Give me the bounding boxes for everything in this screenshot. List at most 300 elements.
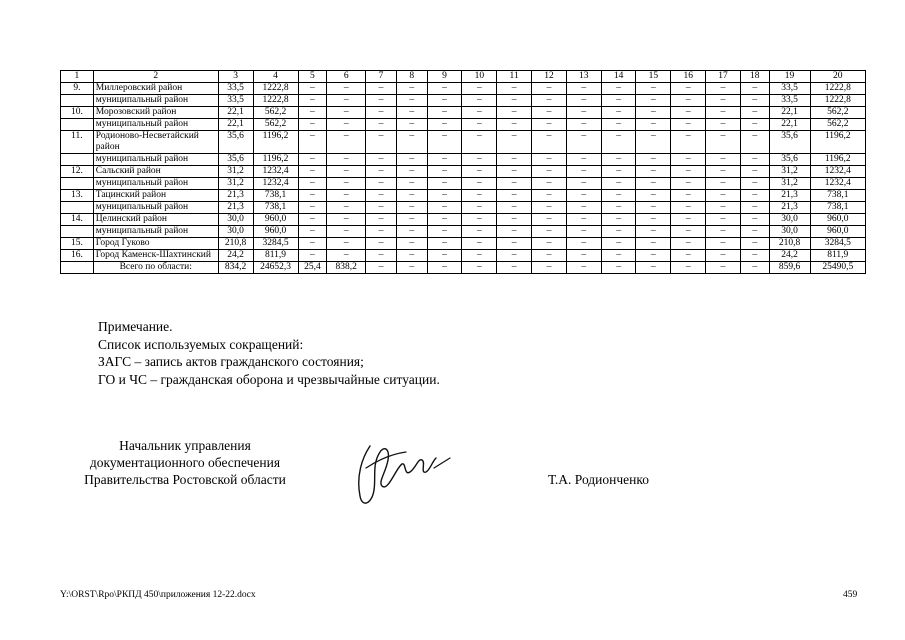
value-cell: –	[601, 83, 636, 95]
value-cell: –	[636, 226, 671, 238]
value-cell: –	[497, 154, 532, 166]
row-number-cell: 15.	[61, 238, 94, 250]
value-cell: 738,1	[253, 202, 298, 214]
value-cell: –	[706, 238, 741, 250]
value-cell: –	[298, 202, 327, 214]
value-cell: 25,4	[298, 262, 327, 274]
value-cell: –	[740, 250, 769, 262]
value-cell: 3284,5	[253, 238, 298, 250]
value-cell: 24652,3	[253, 262, 298, 274]
column-header: 10	[462, 71, 497, 83]
column-header: 11	[497, 71, 532, 83]
value-cell: 22,1	[218, 119, 253, 131]
value-cell: 31,2	[218, 166, 253, 178]
value-cell: –	[740, 95, 769, 107]
row-number-cell	[61, 154, 94, 166]
value-cell: –	[566, 119, 601, 131]
column-header: 9	[427, 71, 462, 83]
column-header: 13	[566, 71, 601, 83]
value-cell: 31,2	[769, 166, 810, 178]
value-cell: 1196,2	[810, 154, 865, 166]
value-cell: –	[740, 226, 769, 238]
value-cell: –	[427, 95, 462, 107]
value-cell: –	[532, 190, 567, 202]
table-row	[61, 131, 866, 154]
table-row	[61, 154, 866, 166]
value-cell: –	[601, 226, 636, 238]
value-cell: –	[366, 190, 397, 202]
value-cell: –	[497, 262, 532, 274]
value-cell: –	[462, 238, 497, 250]
value-cell: –	[497, 83, 532, 95]
value-cell: –	[396, 166, 427, 178]
value-cell: –	[462, 262, 497, 274]
value-cell: –	[298, 238, 327, 250]
value-cell: –	[497, 190, 532, 202]
value-cell: 30,0	[218, 226, 253, 238]
value-cell: –	[706, 166, 741, 178]
value-cell: 33,5	[218, 83, 253, 95]
value-cell: –	[532, 119, 567, 131]
table-row	[61, 226, 866, 238]
value-cell: –	[636, 238, 671, 250]
value-cell: –	[636, 131, 671, 154]
value-cell: –	[671, 154, 706, 166]
value-cell: –	[427, 154, 462, 166]
value-cell: –	[671, 226, 706, 238]
table-row	[61, 202, 866, 214]
row-number-cell: 16.	[61, 250, 94, 262]
table-row	[61, 250, 866, 262]
value-cell: –	[740, 107, 769, 119]
value-cell: 1222,8	[253, 95, 298, 107]
value-cell: –	[532, 178, 567, 190]
value-cell: –	[532, 131, 567, 154]
value-cell: 1222,8	[810, 95, 865, 107]
column-header: 1	[61, 71, 94, 83]
value-cell: –	[740, 166, 769, 178]
value-cell: –	[396, 119, 427, 131]
value-cell: –	[497, 202, 532, 214]
value-cell: –	[566, 202, 601, 214]
column-header: 19	[769, 71, 810, 83]
value-cell: –	[366, 226, 397, 238]
value-cell: –	[462, 83, 497, 95]
value-cell: 562,2	[810, 107, 865, 119]
value-cell: –	[366, 154, 397, 166]
value-cell: –	[298, 226, 327, 238]
value-cell: –	[497, 226, 532, 238]
value-cell: –	[427, 250, 462, 262]
value-cell: –	[566, 190, 601, 202]
value-cell: 21,3	[769, 190, 810, 202]
value-cell: –	[671, 166, 706, 178]
value-cell: –	[396, 202, 427, 214]
value-cell: –	[636, 166, 671, 178]
value-cell: –	[396, 238, 427, 250]
value-cell: –	[566, 226, 601, 238]
value-cell: 31,2	[218, 178, 253, 190]
value-cell: –	[601, 238, 636, 250]
value-cell: –	[740, 238, 769, 250]
row-name-cell: муниципальный район	[93, 178, 218, 190]
value-cell: –	[298, 83, 327, 95]
value-cell: –	[601, 107, 636, 119]
value-cell: –	[327, 214, 366, 226]
value-cell: 834,2	[218, 262, 253, 274]
value-cell: 35,6	[218, 154, 253, 166]
value-cell: –	[636, 202, 671, 214]
value-cell: 33,5	[218, 95, 253, 107]
signatory-title-line-1: Начальник управления	[119, 438, 251, 453]
value-cell: –	[497, 214, 532, 226]
value-cell: –	[532, 83, 567, 95]
value-cell: –	[462, 119, 497, 131]
value-cell: –	[366, 238, 397, 250]
value-cell: 1232,4	[810, 166, 865, 178]
value-cell: –	[566, 250, 601, 262]
row-number-cell	[61, 95, 94, 107]
value-cell: –	[706, 107, 741, 119]
signatory-name: Т.А. Родионченко	[548, 472, 649, 487]
value-cell: –	[462, 202, 497, 214]
value-cell: –	[636, 250, 671, 262]
row-name-cell: Тацинский район	[93, 190, 218, 202]
value-cell: –	[462, 131, 497, 154]
row-name-cell: Город Гуково	[93, 238, 218, 250]
table-row	[61, 95, 866, 107]
value-cell: –	[532, 250, 567, 262]
value-cell: –	[671, 83, 706, 95]
value-cell: –	[566, 262, 601, 274]
table-row	[61, 178, 866, 190]
data-table	[60, 70, 866, 274]
value-cell: –	[636, 214, 671, 226]
value-cell: –	[601, 119, 636, 131]
value-cell: –	[706, 250, 741, 262]
value-cell: –	[462, 166, 497, 178]
value-cell: –	[740, 262, 769, 274]
value-cell: 24,2	[218, 250, 253, 262]
column-header: 6	[327, 71, 366, 83]
value-cell: –	[601, 202, 636, 214]
value-cell: –	[396, 131, 427, 154]
value-cell: –	[462, 214, 497, 226]
value-cell: –	[671, 190, 706, 202]
value-cell: –	[532, 166, 567, 178]
value-cell: –	[740, 154, 769, 166]
value-cell: –	[636, 190, 671, 202]
value-cell: –	[462, 226, 497, 238]
value-cell: –	[396, 83, 427, 95]
value-cell: –	[298, 131, 327, 154]
value-cell: –	[566, 214, 601, 226]
value-cell: 33,5	[769, 83, 810, 95]
signatory-title-line-2: документационного обеспечения	[89, 455, 281, 470]
value-cell: –	[327, 238, 366, 250]
value-cell: 3284,5	[810, 238, 865, 250]
row-number-cell: 12.	[61, 166, 94, 178]
value-cell: –	[566, 83, 601, 95]
value-cell: 21,3	[218, 202, 253, 214]
value-cell: –	[636, 262, 671, 274]
value-cell: –	[366, 107, 397, 119]
value-cell: –	[706, 154, 741, 166]
page-number: 459	[843, 590, 858, 600]
value-cell: 1232,4	[253, 166, 298, 178]
value-cell: –	[532, 262, 567, 274]
value-cell: 562,2	[810, 119, 865, 131]
column-header: 16	[671, 71, 706, 83]
value-cell: –	[427, 202, 462, 214]
table-row	[61, 214, 866, 226]
value-cell: –	[327, 202, 366, 214]
value-cell: –	[636, 178, 671, 190]
value-cell: –	[566, 154, 601, 166]
notes-section	[98, 318, 440, 388]
row-number-cell: 10.	[61, 107, 94, 119]
value-cell: 738,1	[810, 202, 865, 214]
value-cell: –	[497, 95, 532, 107]
value-cell: –	[462, 178, 497, 190]
value-cell: 22,1	[769, 107, 810, 119]
column-header: 7	[366, 71, 397, 83]
value-cell: –	[366, 131, 397, 154]
value-cell: 811,9	[810, 250, 865, 262]
row-name-cell: Морозовский район	[93, 107, 218, 119]
row-name-cell: Сальский район	[93, 166, 218, 178]
value-cell: 811,9	[253, 250, 298, 262]
value-cell: –	[497, 178, 532, 190]
value-cell: 960,0	[810, 226, 865, 238]
value-cell: –	[327, 154, 366, 166]
value-cell: –	[671, 107, 706, 119]
value-cell: –	[298, 107, 327, 119]
value-cell: –	[601, 250, 636, 262]
row-number-cell	[61, 178, 94, 190]
value-cell: –	[740, 214, 769, 226]
value-cell: –	[298, 95, 327, 107]
value-cell: –	[706, 95, 741, 107]
table-row	[61, 119, 866, 131]
value-cell: –	[366, 214, 397, 226]
value-cell: 30,0	[769, 214, 810, 226]
value-cell: 210,8	[218, 238, 253, 250]
row-number-cell: 13.	[61, 190, 94, 202]
row-name-cell: Целинский район	[93, 214, 218, 226]
signatory-title-line-3: Правительства Ростовской области	[84, 472, 286, 487]
row-number-cell	[61, 202, 94, 214]
value-cell: –	[601, 214, 636, 226]
value-cell: –	[366, 119, 397, 131]
value-cell: –	[706, 214, 741, 226]
handwritten-signature	[348, 438, 468, 513]
value-cell: 22,1	[218, 107, 253, 119]
value-cell: –	[427, 214, 462, 226]
value-cell: –	[671, 238, 706, 250]
value-cell: –	[427, 226, 462, 238]
value-cell: –	[566, 166, 601, 178]
value-cell: –	[427, 190, 462, 202]
value-cell: –	[366, 262, 397, 274]
value-cell: –	[327, 178, 366, 190]
value-cell: –	[671, 178, 706, 190]
value-cell: 35,6	[769, 154, 810, 166]
value-cell: –	[366, 202, 397, 214]
value-cell: 33,5	[769, 95, 810, 107]
row-number-cell	[61, 119, 94, 131]
value-cell: –	[396, 214, 427, 226]
value-cell: –	[636, 119, 671, 131]
value-cell: –	[706, 226, 741, 238]
value-cell: –	[396, 190, 427, 202]
notes-line-1: Список используемых сокращений:	[98, 336, 304, 352]
value-cell: –	[532, 107, 567, 119]
row-number-cell: 14.	[61, 214, 94, 226]
value-cell: –	[532, 238, 567, 250]
value-cell: –	[396, 95, 427, 107]
value-cell: 1196,2	[253, 131, 298, 154]
value-cell: –	[636, 154, 671, 166]
table-row	[61, 166, 866, 178]
column-header: 14	[601, 71, 636, 83]
value-cell: –	[462, 190, 497, 202]
value-cell: –	[532, 154, 567, 166]
value-cell: –	[532, 95, 567, 107]
value-cell: –	[566, 238, 601, 250]
signatory-title	[60, 437, 310, 488]
value-cell: –	[671, 131, 706, 154]
value-cell: –	[298, 119, 327, 131]
value-cell: –	[671, 214, 706, 226]
value-cell: –	[566, 95, 601, 107]
value-cell: –	[427, 166, 462, 178]
row-name-cell: Город Каменск-Шахтинский	[93, 250, 218, 262]
value-cell: –	[327, 107, 366, 119]
value-cell: –	[298, 214, 327, 226]
value-cell: –	[327, 250, 366, 262]
value-cell: –	[462, 154, 497, 166]
value-cell: 30,0	[218, 214, 253, 226]
value-cell: 22,1	[769, 119, 810, 131]
table-row	[61, 190, 866, 202]
value-cell: –	[462, 107, 497, 119]
value-cell: –	[427, 83, 462, 95]
value-cell: 1222,8	[253, 83, 298, 95]
value-cell: –	[740, 190, 769, 202]
value-cell: 21,3	[769, 202, 810, 214]
value-cell: 31,2	[769, 178, 810, 190]
value-cell: 21,3	[218, 190, 253, 202]
value-cell: –	[601, 131, 636, 154]
value-cell: –	[706, 131, 741, 154]
value-cell: –	[706, 202, 741, 214]
column-header: 17	[706, 71, 741, 83]
value-cell: –	[706, 190, 741, 202]
value-cell: –	[396, 178, 427, 190]
value-cell: 35,6	[218, 131, 253, 154]
value-cell: 1196,2	[253, 154, 298, 166]
value-cell: 1232,4	[253, 178, 298, 190]
value-cell: –	[601, 95, 636, 107]
value-cell: 859,6	[769, 262, 810, 274]
row-name-cell: муниципальный район	[93, 154, 218, 166]
value-cell: –	[327, 95, 366, 107]
column-header: 12	[532, 71, 567, 83]
row-name-cell: муниципальный район	[93, 202, 218, 214]
value-cell: –	[427, 107, 462, 119]
value-cell: –	[566, 178, 601, 190]
value-cell: 738,1	[810, 190, 865, 202]
row-number-cell: 9.	[61, 83, 94, 95]
value-cell: –	[327, 131, 366, 154]
value-cell: 960,0	[253, 226, 298, 238]
value-cell: –	[532, 214, 567, 226]
value-cell: 838,2	[327, 262, 366, 274]
value-cell: –	[740, 119, 769, 131]
value-cell: –	[427, 178, 462, 190]
value-cell: –	[298, 154, 327, 166]
value-cell: –	[740, 83, 769, 95]
value-cell: –	[366, 250, 397, 262]
value-cell: –	[298, 178, 327, 190]
row-name-cell: Всего по области:	[93, 262, 218, 274]
value-cell: 30,0	[769, 226, 810, 238]
column-header: 2	[93, 71, 218, 83]
value-cell: –	[671, 262, 706, 274]
value-cell: –	[298, 190, 327, 202]
value-cell: –	[327, 83, 366, 95]
value-cell: –	[740, 131, 769, 154]
value-cell: –	[396, 154, 427, 166]
value-cell: –	[601, 190, 636, 202]
value-cell: 562,2	[253, 107, 298, 119]
value-cell: –	[601, 154, 636, 166]
row-number-cell	[61, 226, 94, 238]
notes-line-2: ЗАГС – запись актов гражданского состояния;	[98, 354, 364, 369]
value-cell: –	[671, 250, 706, 262]
row-number-cell: 11.	[61, 131, 94, 154]
value-cell: 738,1	[253, 190, 298, 202]
value-cell: –	[497, 131, 532, 154]
column-header: 18	[740, 71, 769, 83]
value-cell: –	[327, 166, 366, 178]
column-header: 20	[810, 71, 865, 83]
table-row	[61, 238, 866, 250]
value-cell: –	[740, 202, 769, 214]
value-cell: 960,0	[253, 214, 298, 226]
value-cell: 1196,2	[810, 131, 865, 154]
value-cell: –	[601, 178, 636, 190]
column-header: 4	[253, 71, 298, 83]
column-header: 5	[298, 71, 327, 83]
column-header: 3	[218, 71, 253, 83]
value-cell: –	[601, 166, 636, 178]
value-cell: –	[532, 202, 567, 214]
value-cell: –	[566, 131, 601, 154]
value-cell: –	[298, 250, 327, 262]
value-cell: –	[497, 238, 532, 250]
value-cell: –	[532, 226, 567, 238]
table-row	[61, 107, 866, 119]
value-cell: –	[740, 178, 769, 190]
value-cell: –	[327, 190, 366, 202]
value-cell: –	[497, 107, 532, 119]
value-cell: 1222,8	[810, 83, 865, 95]
value-cell: –	[497, 166, 532, 178]
value-cell: –	[427, 119, 462, 131]
column-header: 8	[396, 71, 427, 83]
